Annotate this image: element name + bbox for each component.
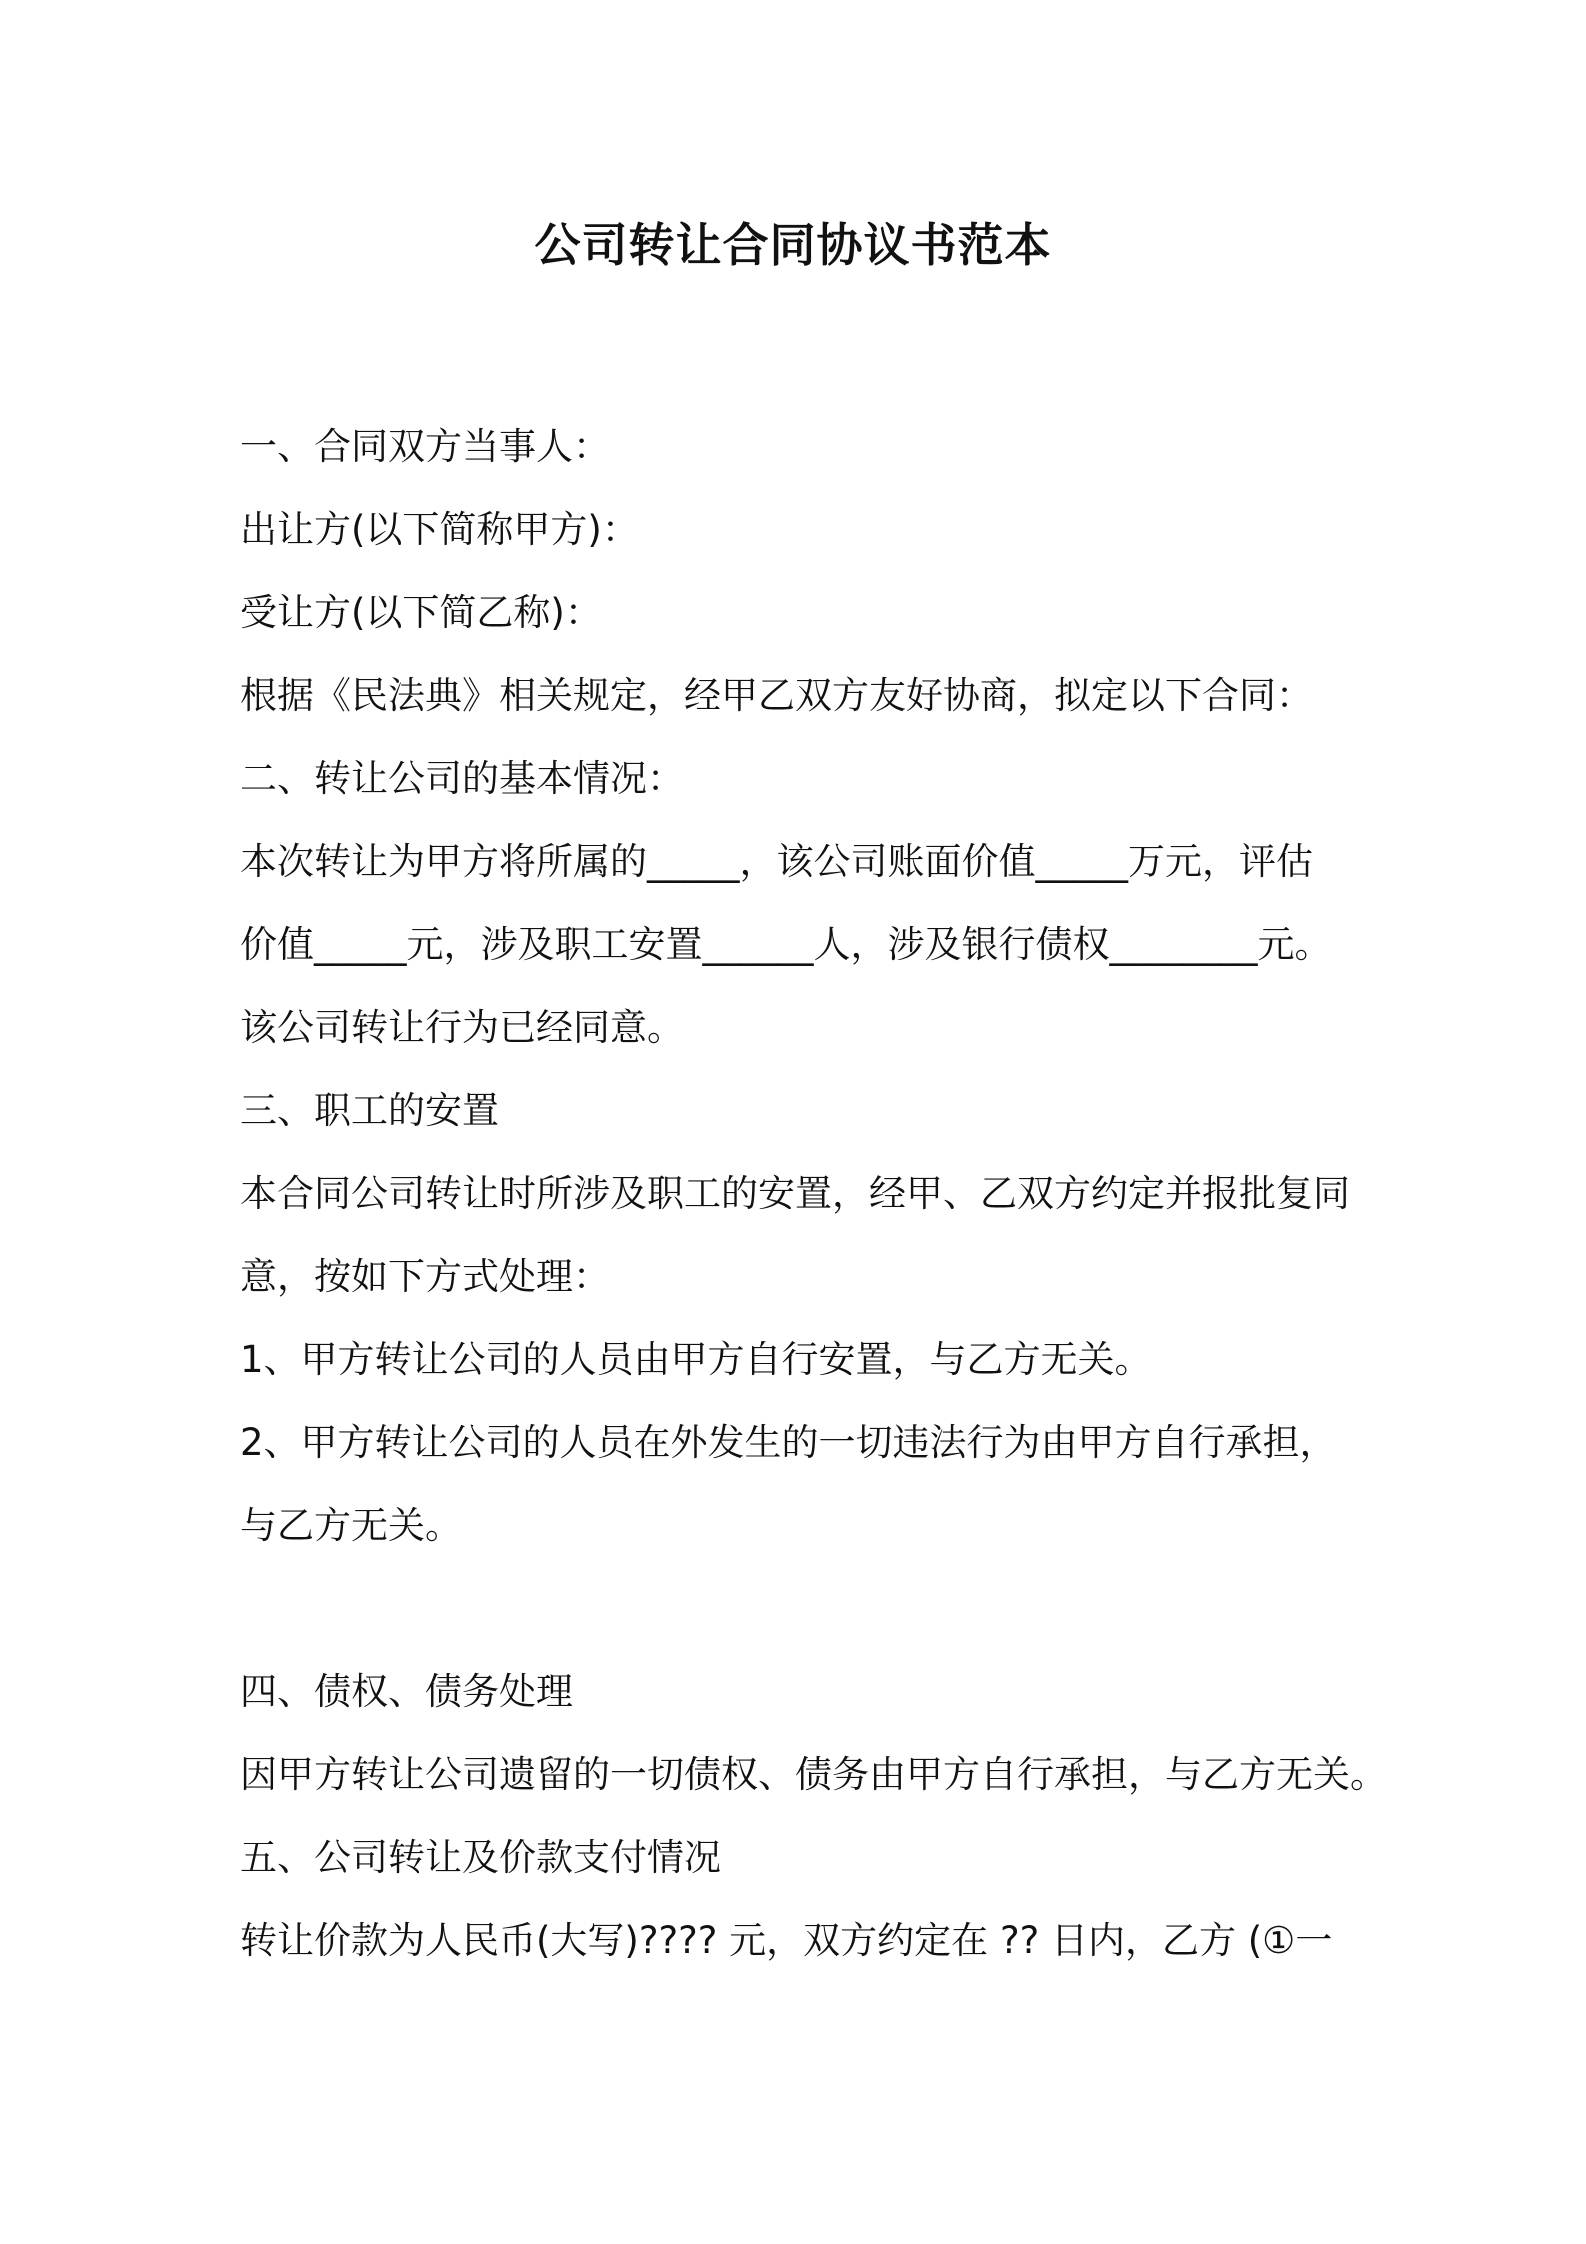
- staff-item-2-line-2: 与乙方无关。: [240, 1504, 462, 1547]
- section-heading-staff: 三、职工的安置: [240, 1089, 499, 1132]
- legal-basis-line: 根据《民法典》相关规定，经甲乙双方友好协商，拟定以下合同：: [240, 674, 1313, 717]
- company-info-line-1: 本次转让为甲方将所属的_____，该公司账面价值_____万元，评估: [240, 840, 1313, 883]
- staff-paragraph-line-1: 本合同公司转让时所涉及职工的安置，经甲、乙双方约定并报批复同: [240, 1172, 1350, 1215]
- company-info-line-2: 价值_____元，涉及职工安置______人，涉及银行债权________元。: [240, 923, 1332, 966]
- company-info-line-3: 该公司转让行为已经同意。: [240, 1006, 684, 1049]
- staff-item-2-line-1: 2、甲方转让公司的人员在外发生的一切违法行为由甲方自行承担，: [240, 1421, 1337, 1464]
- section-heading-parties: 一、合同双方当事人：: [240, 425, 610, 468]
- payment-paragraph: 转让价款为人民币(大写)???? 元，双方约定在 ?? 日内，乙方 (①一: [240, 1919, 1333, 1962]
- staff-paragraph-line-2: 意，按如下方式处理：: [240, 1255, 610, 1298]
- transferor-line: 出让方(以下简称甲方)：: [240, 508, 639, 551]
- debts-paragraph: 因甲方转让公司遗留的一切债权、债务由甲方自行承担，与乙方无关。: [240, 1753, 1387, 1796]
- document-title: 公司转让合同协议书范本: [534, 218, 1052, 272]
- staff-item-1: 1、甲方转让公司的人员由甲方自行安置，与乙方无关。: [240, 1338, 1152, 1381]
- transferee-line: 受让方(以下简乙称)：: [240, 591, 602, 634]
- section-heading-company-info: 二、转让公司的基本情况：: [240, 757, 684, 800]
- section-heading-payment: 五、公司转让及价款支付情况: [240, 1836, 721, 1879]
- blank-line: [240, 1567, 1390, 1650]
- document-body: [240, 405, 1390, 1982]
- section-heading-debts: 四、债权、债务处理: [240, 1670, 573, 1713]
